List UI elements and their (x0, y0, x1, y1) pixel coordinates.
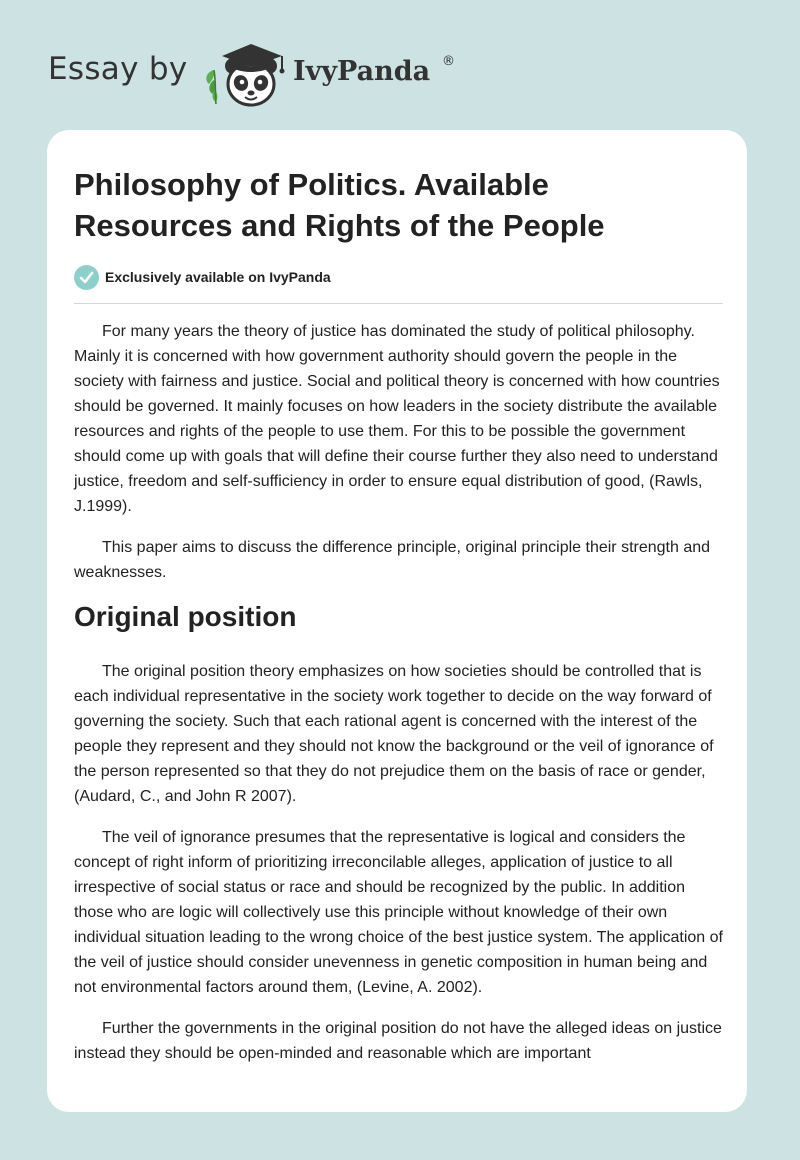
section-heading: Original position (74, 601, 297, 632)
paragraph: Further the governments in the original position do not have the alleged ideas on justice instead they should be open-minded and reasonable which are important (74, 1020, 722, 1062)
page-title: Philosophy of Politics. Available Resources and Rights of the People (74, 167, 605, 243)
paragraph: For many years the theory of justice has dominated the study of political philosophy. Mainly it is concerned with how government authority should govern the people in the society with fairness and justice. Social and political theory is concerned with how countries should be governed. It mainly focuses on how leaders in the society distribute the available resources and rights of the people to use them. For this to be possible the government should come up with goals that will define their course further they also need to understand justice, freedom and self-sufficiency in order to ensure equal distribution of good, (Rawls, J.1999). (74, 323, 720, 515)
ivy-leaf-icon (206, 70, 217, 104)
essay-card (47, 130, 747, 1112)
exclusive-badge (74, 264, 331, 290)
article-body (74, 319, 726, 1082)
paragraph: The original position theory emphasizes on how societies should be controlled that is each individual representative in the society work together to decide on the way forward of governing the society. Such that each rational agent is concerned with the interest of the people they represent and they should not know the background or the veil of ignorance of the person represented so that they do not prejudice them on the basis of race or gender, (Audard, C., and John R 2007). (74, 663, 714, 805)
exclusive-label: Exclusively available on IvyPanda (105, 269, 331, 285)
check-circle-icon (74, 265, 99, 290)
registered-mark: ® (442, 54, 455, 69)
ivypanda-logo-text[interactable]: IvyPanda (293, 56, 431, 87)
divider (74, 303, 723, 304)
essay-by-label: Essay by (48, 51, 188, 87)
paragraph: The veil of ignorance presumes that the representative is logical and considers the concept of right inform of prioritizing irreconcilable alleges, application of justice to all irrespective of social status or race and should be recognized by the public. In addition those who are logic will collectively use this principle without knowledge of their own individual situation leading to the wrong choice of the best justice system. The application of the veil of justice should consider unevenness in genetic composition in human being and not environmental factors around them, (Levine, A. 2002). (74, 829, 723, 996)
panda-graduate-icon[interactable] (200, 36, 292, 108)
site-header (0, 0, 800, 120)
paragraph: This paper aims to discuss the difference principle, original principle their strength and weaknesses. (74, 539, 711, 581)
